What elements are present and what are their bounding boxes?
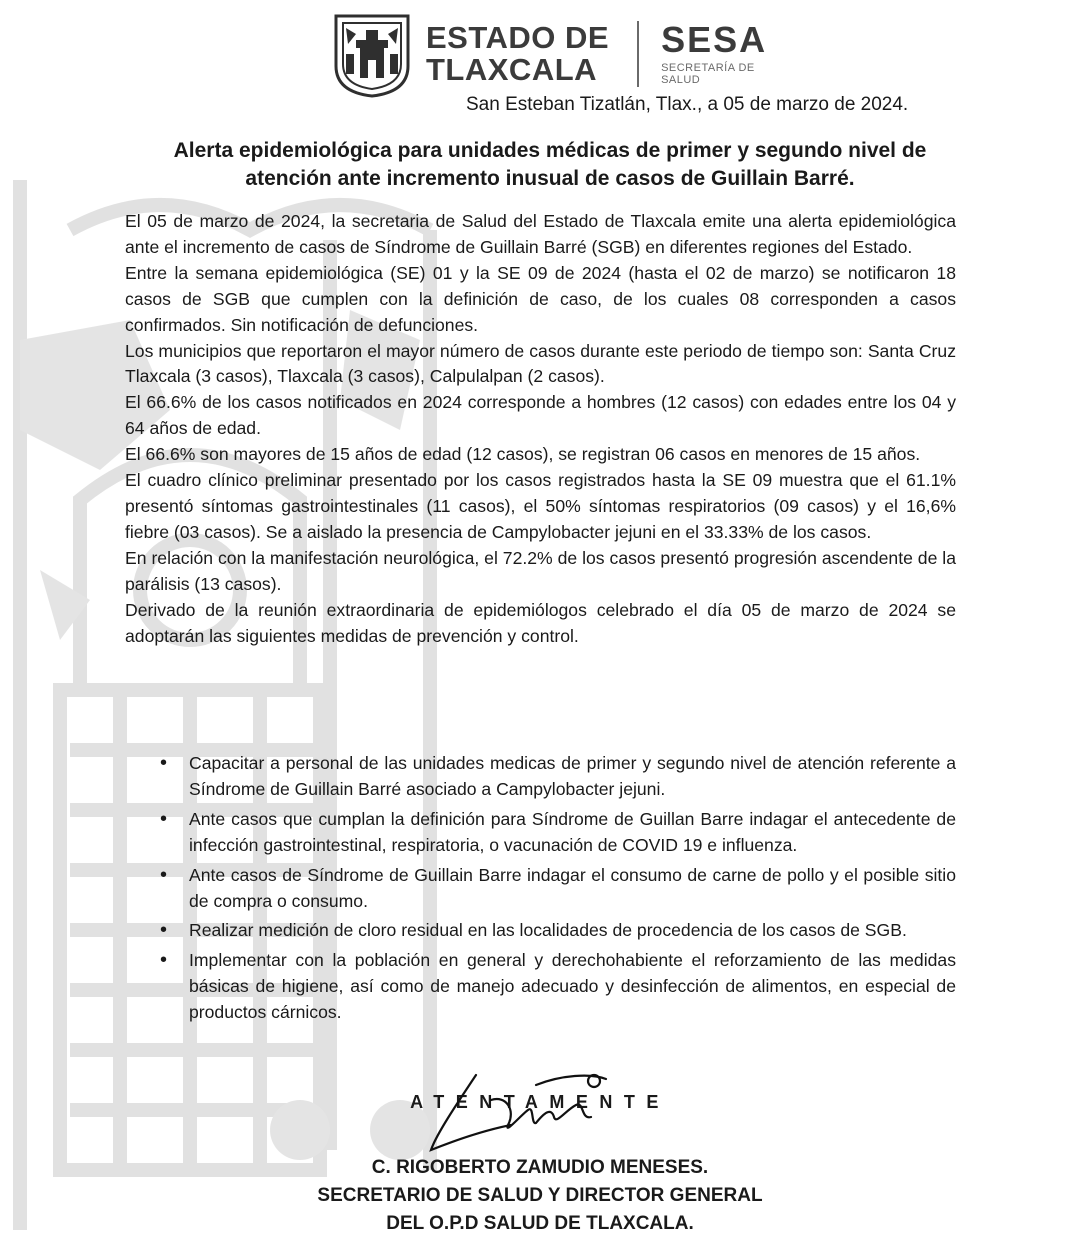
signer-role-line1: SECRETARIO DE SALUD Y DIRECTOR GENERAL <box>317 1185 763 1206</box>
list-item-text: Ante casos de Síndrome de Guillain Barre indagar el consumo de carne de pollo y el posible sitio de compra o consumo. <box>189 864 956 911</box>
list-item <box>125 807 956 859</box>
body-paragraph: El 66.6% de los casos notificados en 2024 corresponde a hombres (12 casos) con edades entre los 04 y 64 años de edad. <box>125 392 956 439</box>
list-item <box>125 751 956 803</box>
body-paragraph: Entre la semana epidemiológica (SE) 01 y la SE 09 de 2024 (hasta el 02 de marzo) se notificaron 18 casos de SGB que cumplen con la definición de caso, de los cuales 08 corresponden a casos confirmados. Sin notificación de defunciones. <box>125 262 956 335</box>
body-paragraph: El 66.6% son mayores de 15 años de edad (12 casos), se registran 06 casos en menores de 15 años. <box>125 444 921 465</box>
prevention-measures-list <box>125 751 956 1030</box>
sesa-subtitle-line1: SECRETARÍA DE <box>661 62 755 74</box>
list-item-text: Capacitar a personal de las unidades medicas de primer y segundo nivel de atención referente a Síndrome de Guillain Barré asociado a Campylobacter jejuni. <box>189 753 956 799</box>
body-paragraph: El 05 de marzo de 2024, la secretaria de Salud del Estado de Tlaxcala emite una alerta epidemiológica ante el incremento de casos de Síndrome de Guillain Barré (SGB) en diferentes regiones del Estado. <box>125 211 956 257</box>
document-title-line1: Alerta epidemiológica para unidades médicas de primer y segundo nivel de <box>173 139 927 162</box>
list-item <box>125 918 956 944</box>
signer-role-line2: DEL O.P.D SALUD DE TLAXCALA. <box>386 1213 694 1234</box>
header <box>330 10 767 98</box>
place-date: San Esteban Tizatlán, Tlax., a 05 de marzo de 2024. <box>466 94 909 115</box>
signer-block <box>240 1154 840 1238</box>
document-title-line2: atención ante incremento inusual de casos de Guillain Barré. <box>245 167 855 190</box>
list-item <box>125 863 956 915</box>
body-paragraph: En relación con la manifestación neurológica, el 72.2% de los casos presentó progresión ascendente de la parálisis (13 casos). <box>125 547 956 594</box>
closing-atentamente: ATENTAMENTE <box>410 1092 670 1112</box>
list-item-text: Realizar medición de cloro residual en las localidades de procedencia de los casos de SGB. <box>189 920 907 941</box>
estado-line2: TLAXCALA <box>426 52 598 87</box>
body-paragraph: Derivado de la reunión extraordinaria de epidemiólogos celebrado el día 05 de marzo de 2024 se adoptarán las siguientes medidas de prevención y control. <box>125 599 956 646</box>
tlaxcala-seal-logo <box>330 10 414 98</box>
sesa-subtitle-line2: SALUD <box>661 74 701 86</box>
body-paragraph: Los municipios que reportaron el mayor número de casos durante este periodo de tiempo son: Santa Cruz Tlaxcala (3 casos), Tlaxcala (3 casos), Calpulalpan (2 casos). <box>125 340 956 387</box>
header-divider <box>637 21 639 87</box>
list-item <box>125 948 956 1026</box>
list-item-text: Implementar con la población en general y derechohabiente el reforzamiento de las medidas básicas de higiene, así como de manejo adecuado y desinfección de alimentos, en especial de productos cárnicos. <box>189 950 956 1023</box>
bullet-icon: • <box>160 919 168 942</box>
body-paragraph: El cuadro clínico preliminar presentado por los casos registrados hasta la SE 09 muestra que el 61.1% presentó síntomas gastrointestinales (11 casos), el 50% síntomas respiratorios (09 casos) y el 16,6% fiebre (03 casos). Se a aislado la presencia de Campylobacter jejuni en el 33.33% de los casos. <box>125 470 956 542</box>
estado-line1: ESTADO DE <box>426 20 610 55</box>
bullet-icon: • <box>160 807 168 830</box>
document-title <box>110 137 990 193</box>
estado-de-tlaxcala-wordmark <box>426 22 609 86</box>
bullet-icon: • <box>160 949 168 972</box>
handwritten-signature <box>416 1065 616 1155</box>
document-body <box>125 209 956 649</box>
sesa-title: SESA <box>661 19 768 60</box>
list-item-text: Ante casos que cumplan la definición para Síndrome de Guillan Barre indagar el antecedente de infección gastrointestinal, respiratoria, o vacunación de COVID 19 e influenza. <box>189 808 956 855</box>
bullet-icon: • <box>160 752 168 774</box>
bullet-icon: • <box>160 863 168 886</box>
sesa-wordmark <box>661 19 768 86</box>
signer-name: C. RIGOBERTO ZAMUDIO MENESES. <box>371 1157 709 1178</box>
